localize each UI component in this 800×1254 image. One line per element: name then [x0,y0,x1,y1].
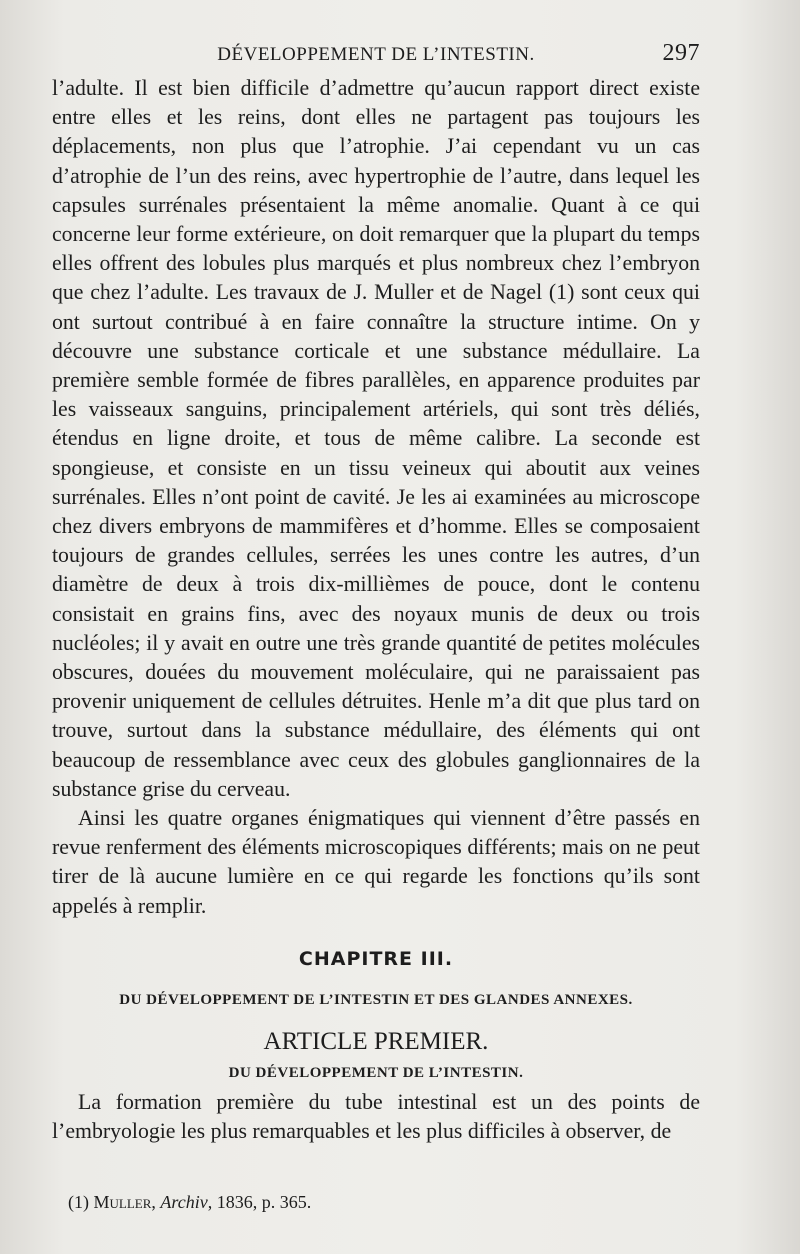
article-subtitle: DU DÉVELOPPEMENT DE L’INTESTIN. [228,1064,524,1081]
footnote-author: Muller [93,1192,152,1212]
running-title: DÉVELOPPEMENT DE L’INTESTIN. [217,44,535,65]
chapter-title: CHAPITRE III. [298,947,454,970]
main-text [52,74,700,1146]
page-number: 297 [662,40,700,66]
chapter-subtitle: DU DÉVELOPPEMENT DE L’INTESTIN ET DES GLANDES ANNEXES. [119,992,633,1009]
paragraph-1: l’adulte. Il est bien difficile d’admettre qu’aucun rapport direct existe entre elles et les reins, dont elles ne partagent pas toujours les déplacements, non plus que l’atrophie. J’ai cependant vu un cas d’atrophie de l’un des reins, avec hypertrophie de l’autre, dans lequel les capsules surrénales présentaient la même anomalie. Quant à ce qui concerne leur forme extérieure, on doit remarquer que la plupart du temps elles offrent des lobules plus marqués et plus nombreux chez l’embryon que chez l’adulte. Les travaux de J. Muller et de Nagel (1) sont ceux qui ont surtout contribué à en faire connaître la structure intime. On y découvre une substance corticale et une substance médullaire. La première semble formée de fibres parallèles, en apparence produites par les vaisseaux sanguins, principalement artériels, qui sont très déliés, étendus en ligne droite, et tous de même calibre. La seconde est spongieuse, et consiste en un tissu veineux qui aboutit aux veines surrénales. Elles n’ont point de cavité. Je les ai examinées au microscope chez divers embryons de mammifères et d’homme. Elles se composaient toujours de grandes cellules, serrées les unes contre les autres, d’un diamètre de deux à trois dix-millièmes de pouce, dont le contenu consistait en grains fins, avec des noyaux munis de deux ou trois nucléoles; il y avait en outre une très grande quantité de petites molécules obscures, douées du mouvement moléculaire, qui ne paraissaient pas provenir uniquement de cellules détruites. Henle m’a dit que plus tard on trouve, surtout dans la substance médullaire, des éléments qui ont beaucoup de ressemblance avec ceux des globules ganglionnaires de la substance grise du cerveau. [52,76,700,801]
article-title: ARTICLE PREMIER. [263,1028,489,1056]
footnote-reference: , 1836, p. 365. [207,1192,312,1212]
paragraph-2: Ainsi les quatre organes énigmatiques qui viennent d’être passés en revue renferment des éléments microscopiques différents; mais on ne peut tirer de là aucune lumière en ce qui regarde les fonctions qu’ils sont appelés à remplir. [52,806,700,918]
footnote-journal: Archiv [160,1192,208,1212]
footnote: (1) Muller, Archiv, 1836, p. 365. [68,1192,312,1212]
footnote-marker: (1) [68,1192,89,1212]
page-header [52,40,700,70]
paragraph-3: La formation première du tube intestinal est un des points de l’embryologie les plus remarquables et les plus difficiles à observer, de [52,1089,700,1143]
